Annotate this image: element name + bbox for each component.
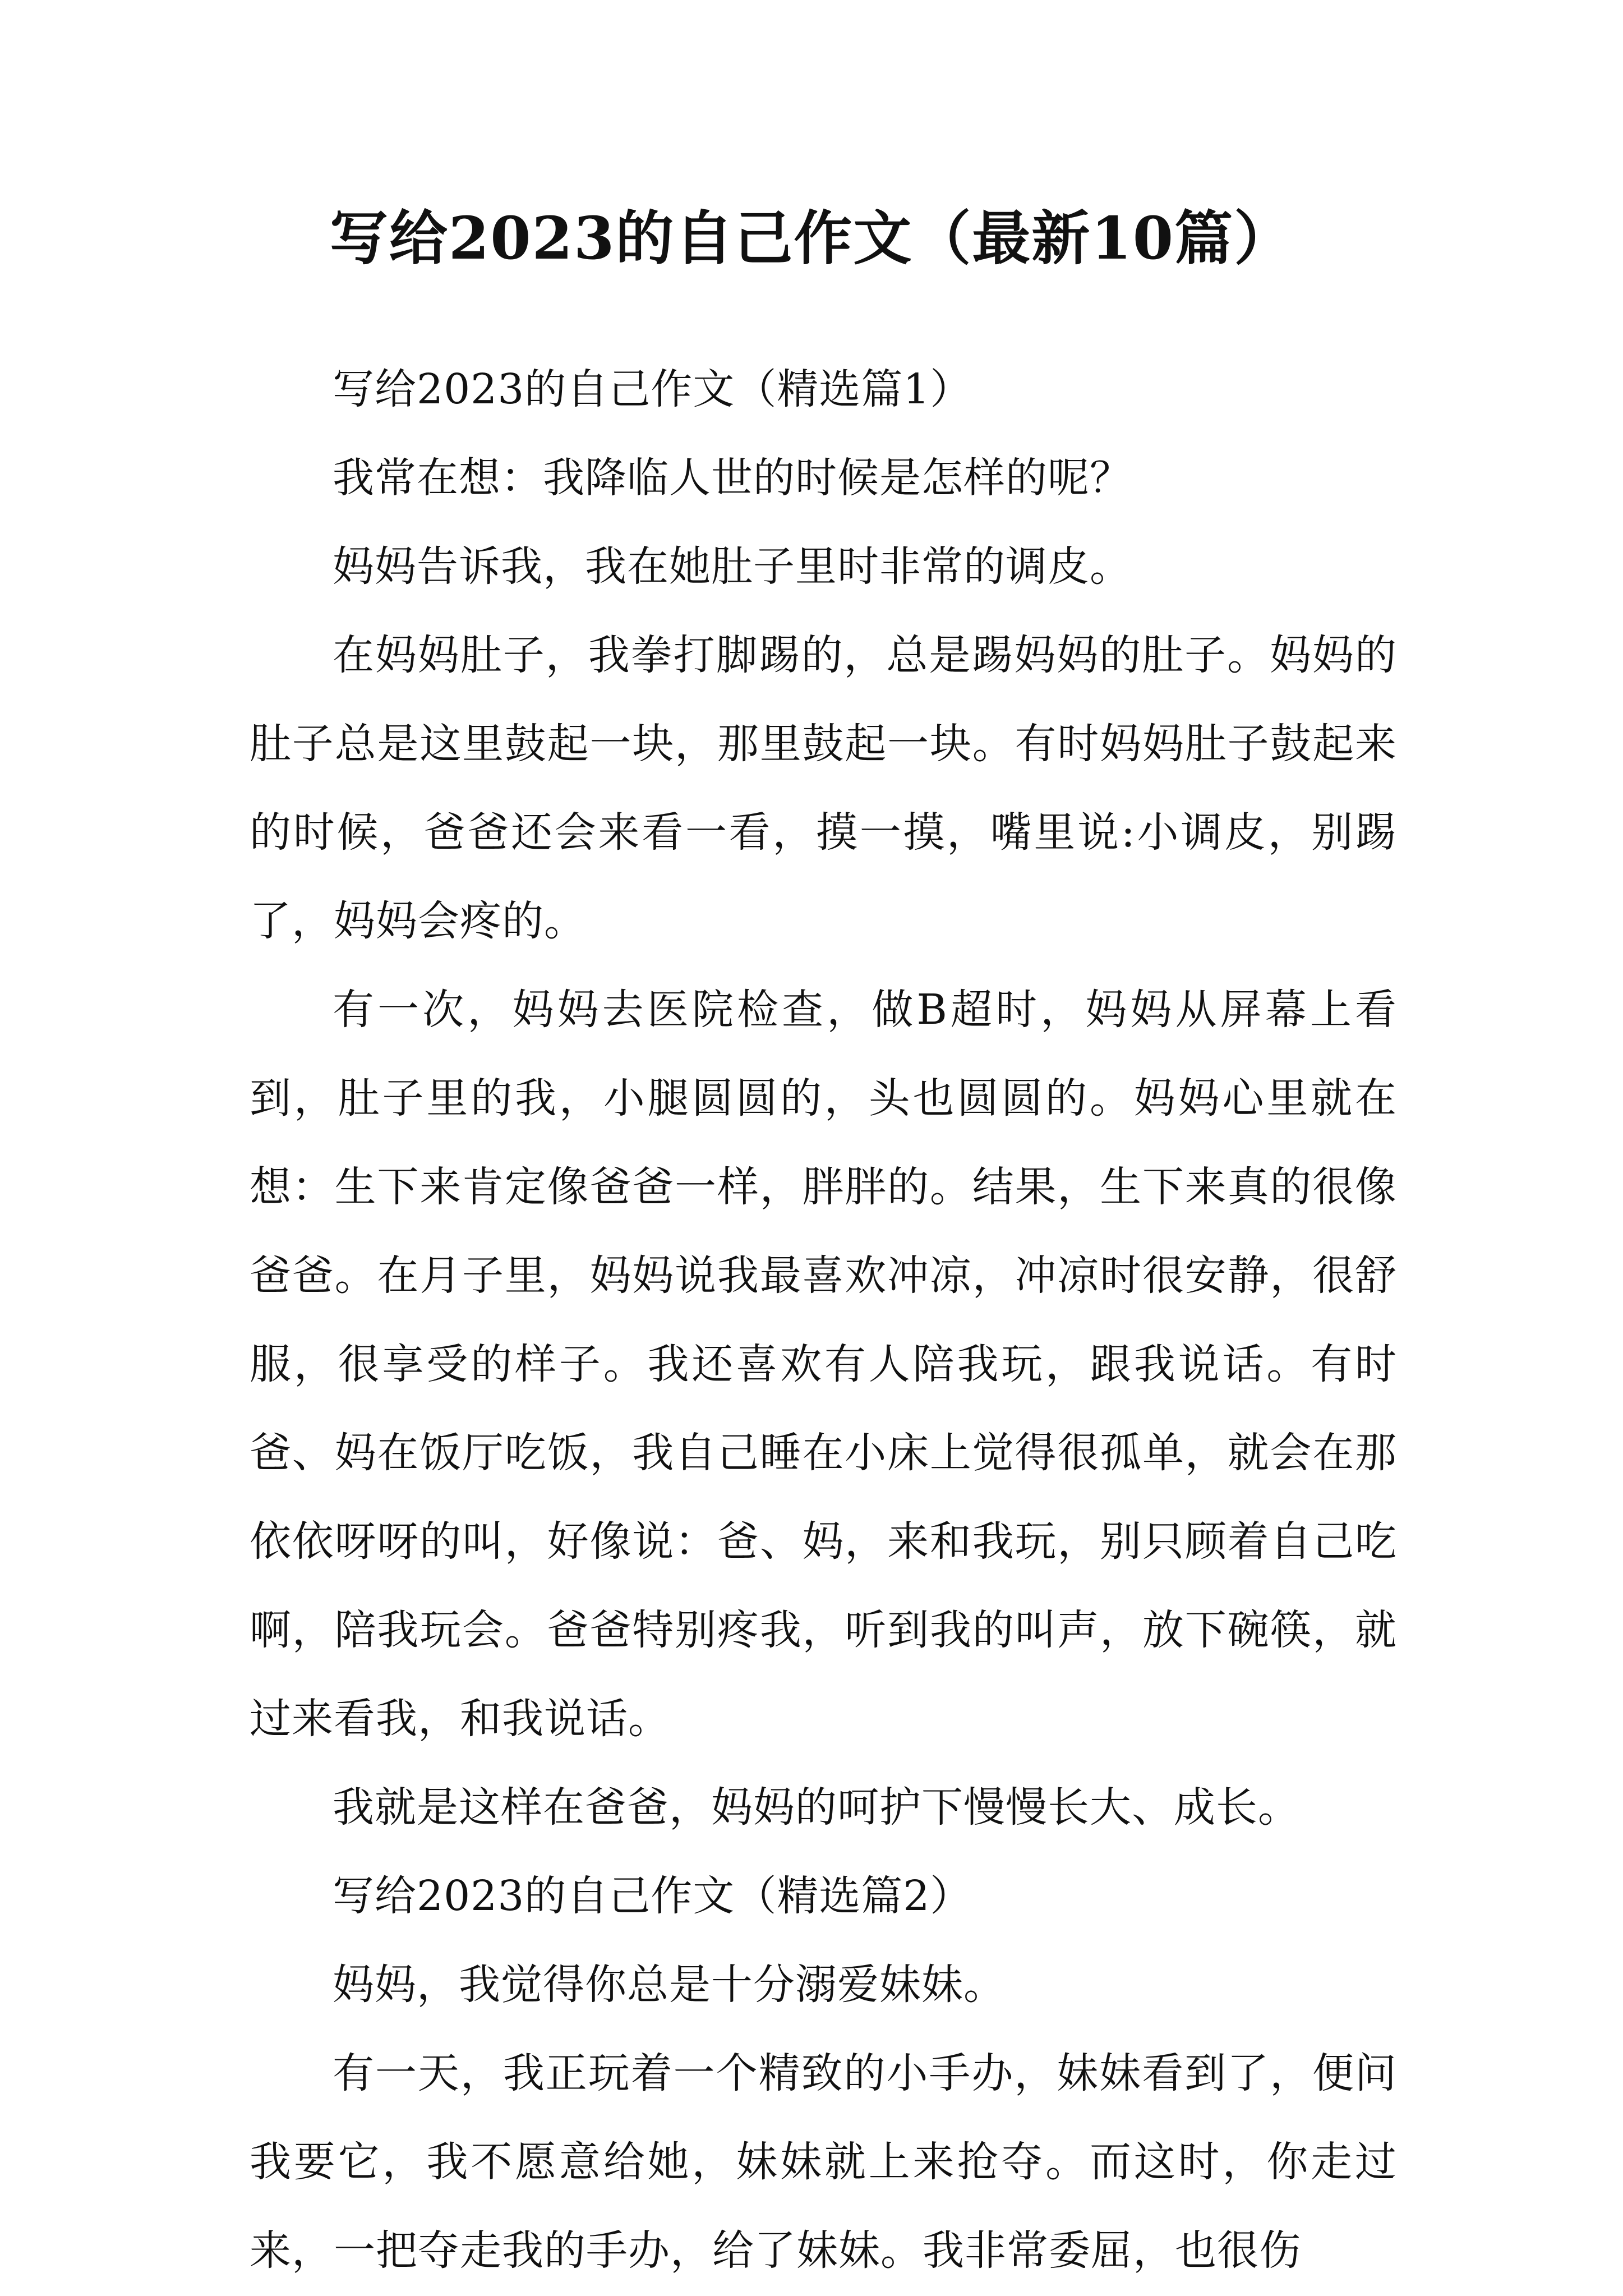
- body-paragraph: 我常在想：我降临人世的时候是怎样的呢？: [333, 454, 1132, 502]
- body-paragraph: 妈妈，我觉得你总是十分溺爱妹妹。: [333, 1961, 1006, 2009]
- section-heading: 写给2023的自己作文（精选篇1）: [333, 365, 972, 413]
- body-paragraph: 在妈妈肚子，我拳打脚踢的，总是踢妈妈的肚子。妈妈的肚子总是这里鼓起一块，那里鼓起一块。有时妈妈肚子鼓起来的时候，爸爸还会来看一看，摸一摸，嘴里说:小调皮，别踢了，妈妈会疼的。: [250, 631, 1397, 945]
- body-paragraph: 我就是这样在爸爸，妈妈的呵护下慢慢长大、成长。: [333, 1783, 1300, 1832]
- document-title: 写给2023的自己作文（最新10篇）: [329, 204, 1294, 273]
- body-paragraph: 有一天，我正玩着一个精致的小手办，妹妹看到了，便问我要它，我不愿意给她，妹妹就上来抢夺。而这时，你走过来，一把夺走我的手办，给了妹妹。我非常委屈，也很伤: [250, 2049, 1397, 2275]
- body-paragraph: 有一次，妈妈去医院检查，做B超时，妈妈从屏幕上看到，肚子里的我，小腿圆圆的，头也圆圆的。妈妈心里就在想：生下来肯定像爸爸一样，胖胖的。结果，生下来真的很像爸爸。在月子里，妈妈说我最喜欢冲凉，冲凉时很安静，很舒服，很享受的样子。我还喜欢有人陪我玩，跟我说话。有时爸、妈在饭厅吃饭，我自己睡在小床上觉得很孤单，就会在那依依呀呀的叫，好像说：爸、妈，来和我玩，别只顾着自己吃啊，陪我玩会。爸爸特别疼我，听到我的叫声，放下碗筷，就过来看我，和我说话。: [250, 986, 1397, 1743]
- document-body: [250, 345, 1397, 2295]
- section-heading: 写给2023的自己作文（精选篇2）: [333, 1872, 972, 1920]
- body-paragraph: 妈妈告诉我，我在她肚子里时非常的调皮。: [333, 542, 1132, 591]
